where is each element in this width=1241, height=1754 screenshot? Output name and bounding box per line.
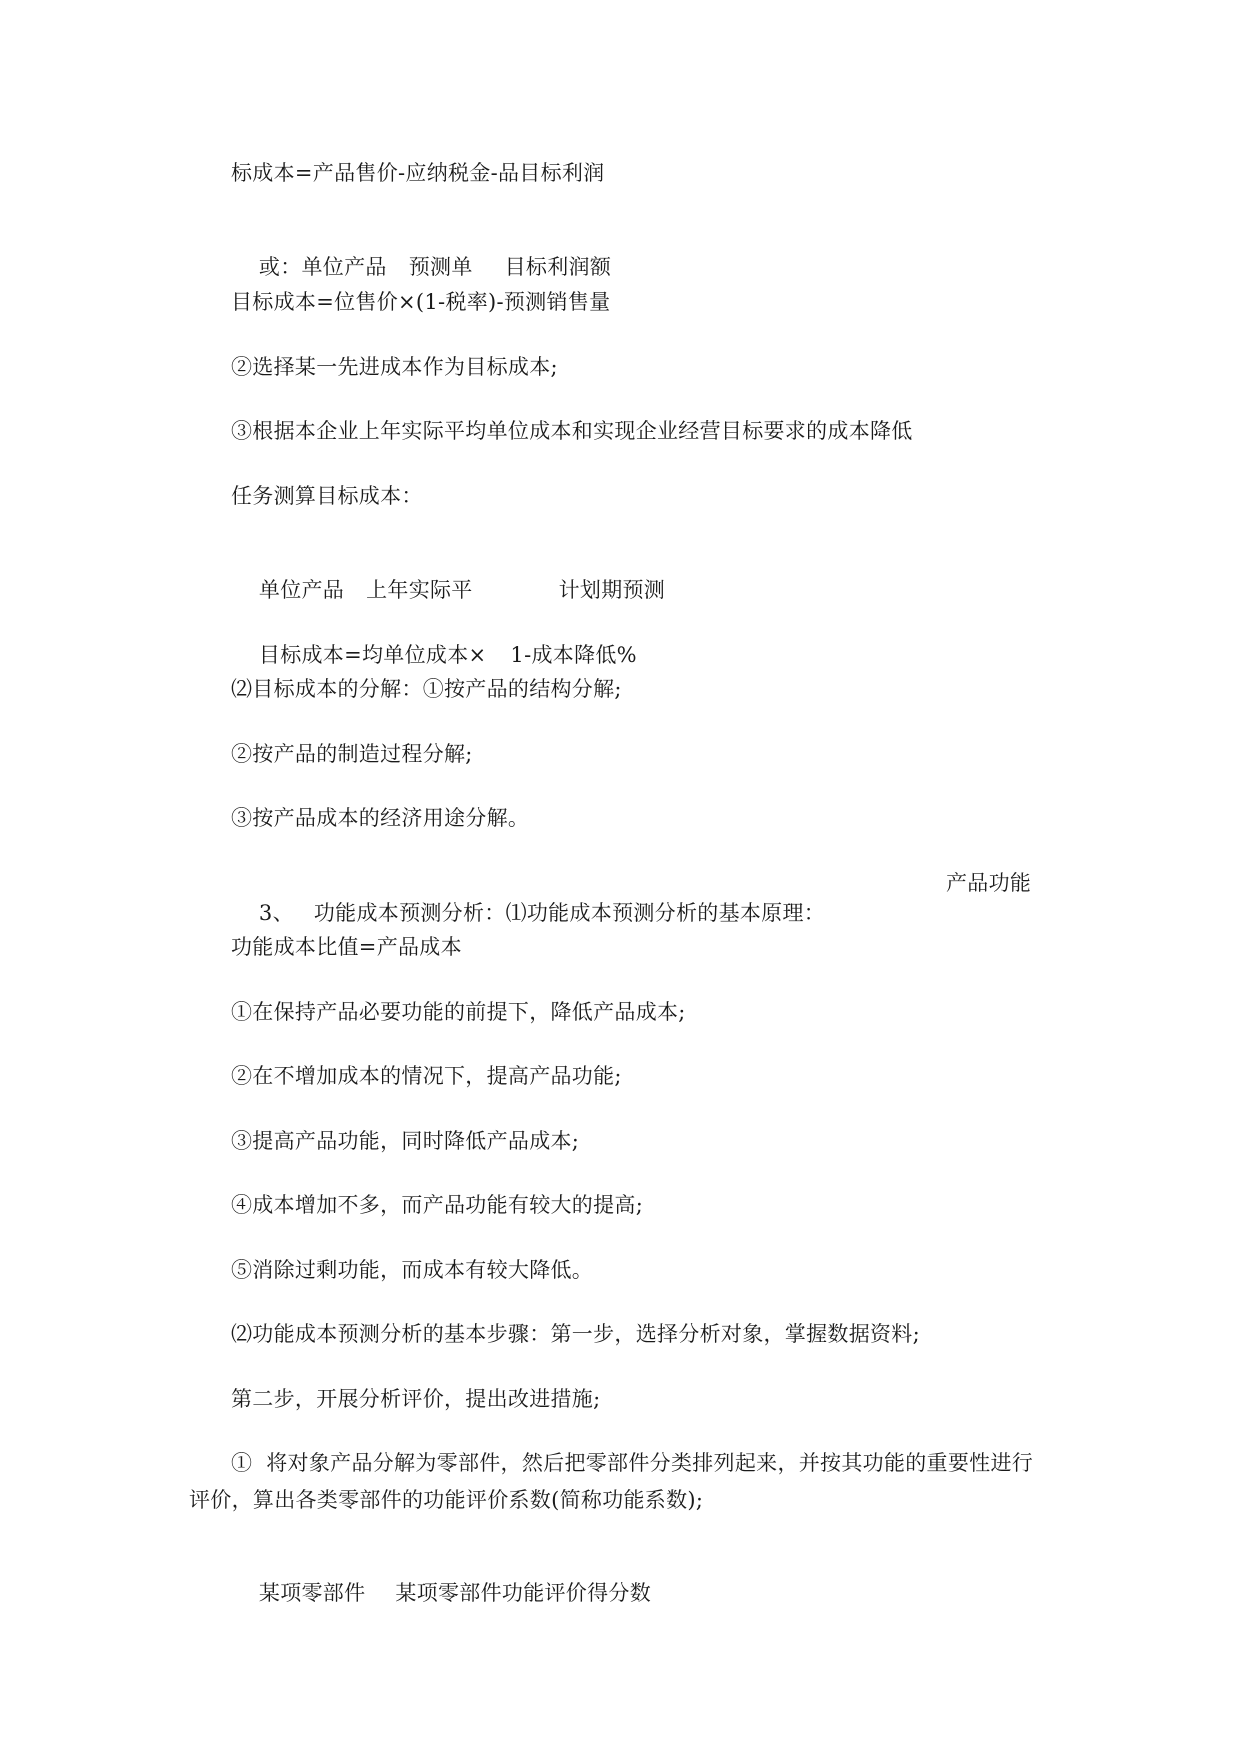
text-line: 功能成本比值=产品成本 — [231, 935, 462, 959]
text-line: ⑵目标成本的分解：①按产品的结构分解; — [231, 677, 622, 701]
text-segment: 1-成本降低% — [510, 643, 637, 667]
text-segment: 功能成本预测分析：⑴功能成本预测分析的基本原理： — [313, 901, 826, 925]
text-segment: 3、 — [258, 901, 294, 925]
text-segment: 目标利润额 — [504, 255, 612, 279]
text-line: 第二步，开展分析评价，提出改进措施; — [231, 1387, 601, 1411]
text-line: ③根据本企业上年实际平均单位成本和实现企业经营目标要求的成本降低 — [231, 419, 913, 443]
text-line: ②按产品的制造过程分解; — [231, 742, 473, 766]
text-line — [231, 1548, 651, 1638]
text-segment: 单位产品 — [258, 578, 345, 602]
text-line: ⑵功能成本预测分析的基本步骤：第一步，选择分析对象，掌握数据资料; — [231, 1322, 920, 1346]
text-line: ②在不增加成本的情况下，提高产品功能; — [231, 1064, 622, 1088]
text-segment: 某项零部件功能评价得分数 — [395, 1581, 652, 1605]
text-segment: 或：单位产品 — [258, 255, 387, 279]
text-segment: 预测单 — [408, 255, 473, 279]
text-line: ④成本增加不多，而产品功能有较大的提高; — [231, 1193, 644, 1217]
text-line: 标成本=产品售价-应纳税金-品目标利润 — [231, 161, 605, 185]
text-line: ①在保持产品必要功能的前提下，降低产品成本; — [231, 1000, 686, 1024]
text-segment: 上年实际平 — [366, 578, 473, 602]
text-segment: 计划期预测 — [558, 578, 666, 602]
text-line: ②选择某一先进成本作为目标成本; — [231, 355, 558, 379]
text-line: 评价，算出各类零部件的功能评价系数(简称功能系数); — [189, 1488, 704, 1512]
text-line: ③提高产品功能，同时降低产品成本; — [231, 1129, 580, 1153]
text-line: ⑤消除过剩功能，而成本有较大降低。 — [231, 1258, 594, 1282]
text-segment: 目标成本=均单位成本× — [258, 643, 487, 667]
text-line: 目标成本=位售价×(1-税率)-预测销售量 — [231, 290, 611, 314]
text-line: ③按产品成本的经济用途分解。 — [231, 806, 530, 830]
text-segment: 某项零部件 — [258, 1581, 366, 1605]
text-segment: 产品功能 — [946, 871, 1032, 895]
text-line: ① 将对象产品分解为零部件，然后把零部件分类排列起来，并按其功能的重要性进行 — [231, 1451, 1034, 1475]
text-line: 任务测算目标成本： — [231, 484, 423, 508]
